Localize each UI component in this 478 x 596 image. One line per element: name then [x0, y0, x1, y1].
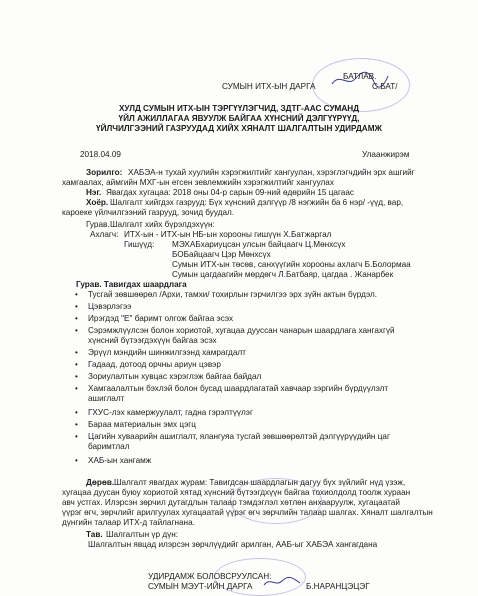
- bullet-7: •: [75, 372, 78, 381]
- section-six-text: Шалгалтын үр дүн:: [106, 530, 178, 539]
- bullet-5: •: [75, 348, 78, 357]
- requirements-heading: Гурав. Тавигдах шаардлага: [76, 280, 187, 289]
- requirement-item-cont: ашиглалт: [88, 394, 125, 403]
- section-one-label: Нэг.: [86, 188, 102, 197]
- bullet-10: •: [75, 420, 78, 429]
- bullet-1: •: [75, 290, 78, 299]
- section-six-label: Тав.: [86, 530, 103, 539]
- requirement-item: ХАБ-ын хангамж: [88, 456, 152, 465]
- footer-prepared-by: УДИРДАМЖ БОЛОВСРУУЛСАН:: [148, 572, 272, 581]
- bullet-12: •: [75, 456, 78, 465]
- approval-line: СУМЫН ИТХ-ЫН ДАРГА: [222, 82, 316, 91]
- requirement-item-cont: баримтлал: [88, 442, 130, 451]
- requirement-item: Бараа материалын эмх цэгц: [88, 420, 196, 429]
- section-one-text: Явагдах хугацаа: 2018 оны 04-р сарын 09-ний өдөрийн 15 цагаас: [106, 188, 354, 197]
- heading-line-3: ҮЙЛЧИЛГЭЭНИЙ ГАЗРУУДАД ХИЙХ ХЯНАЛТ ШАЛГАЛТЫН УДИРДАМЖ: [96, 124, 382, 133]
- section-three-label: Гурав.: [86, 220, 110, 229]
- committee-lead-label: Ахлагч:: [90, 230, 119, 239]
- bullet-2: •: [75, 302, 78, 311]
- heading-line-1: ХУЛД СУМЫН ИТХ-ЫН ТЭРГҮҮЛЭГЧИД, ЗДТГ-ААС СУМАНД: [118, 104, 360, 113]
- requirement-item: Тусгай зөвшөөрөл /Архи, тамхи/ тохирлын гэрчилгээ эрх зүйн актын бүрдэл.: [88, 290, 378, 299]
- footer-name: Б.НАРАНЦЭЦЭГ: [306, 582, 370, 591]
- requirement-item: Хамгаалалтын бэхлэй болон бусад шаардлагатай хавчаар зэргийн бүрдүүлэлт: [88, 384, 389, 393]
- document-place: Улаанжирэм: [362, 150, 410, 159]
- approval-title: БАТЛАВ.: [343, 72, 377, 81]
- requirement-item: Ирэгдэд "Е" баримт олгож байгаа эсэх: [88, 314, 234, 323]
- footer-position: СУМЫН МЭУТ-ИЙН ДАРГА: [148, 582, 253, 591]
- section-six-result: Шалгалтын явцад илэрсэн зөрчлүүдийг арилган, ААБ-ыг ХАБЭА хангагдана: [88, 540, 378, 549]
- requirement-item: Цагийн хуваарийн ашиглалт, ялангуяа тусгай зөвшөөрөлтэй дэлгүүрүүдийн цаг: [88, 432, 390, 441]
- committee-member-1: МЭХАБхариуцсан улсын байцаагч Ц.Мөнхсүх: [172, 240, 346, 249]
- section-three-text: Шалгалт хийх бүрэлдэхүүн:: [110, 220, 215, 229]
- bullet-6: •: [75, 360, 78, 369]
- approval-signer: С.БАТ/: [372, 82, 398, 91]
- committee-members-label: Гишүүд:: [124, 240, 155, 249]
- purpose-label: Зорилго:: [86, 168, 123, 177]
- requirement-item: Эрүүл мэндийн шинжилгээнд хамрагдалт: [88, 348, 246, 357]
- section-two-line-1: Шалгалт хийгдэх газрууд: Бүх хүнсний дэлгүүр /8 нэгжийн ба 6 нэр/ -үүд, вар,: [110, 198, 404, 207]
- heading-line-2: ҮЙЛ АЖИЛЛАГАА ЯВУУЛЖ БАЙГАА ХҮНСНИЙ ДЭЛГҮҮРҮҮД,: [118, 114, 360, 123]
- section-five-line-2: хугацаа дуусан буюу хориотой хятад хүнсний бүтээгдхүүн байгаа тохиолдолд тоолж хураан: [62, 488, 411, 497]
- requirement-item: ГХУС-лэх камержуулалт, гадна гэрэлтүүлэг: [88, 408, 253, 417]
- committee-member-4: Сумын цагдаагийн мөрдөгч Л.Батбаяр, цагдаа . Жанарбек: [172, 270, 394, 279]
- bullet-8: •: [75, 384, 78, 393]
- section-two-line-2: кароеке үйлчилгээний газрууд, зочид буудал.: [62, 208, 235, 217]
- document-date: 2018.04.09: [80, 150, 121, 159]
- purpose-line-1: ХАБЭА-н тухай хуулийн хэрэгжилтийг хангуулан, хэрэглэгчдийн эрх ашгийг: [128, 168, 415, 177]
- section-five-line-3: авч устгах. Илэрсэн зөрчил дутагдлын талаар тэмдэглэл хөтлөн анхааруулж, хугацаатай: [62, 498, 400, 507]
- requirement-item-cont: хүнсний бүтээгдэхүүн байгаа эсэх: [88, 336, 217, 345]
- requirement-item: Гадаад, дотоод орчны ариун цэвэр: [88, 360, 221, 369]
- committee-lead-value: ИТХ-ын - ИТХ-ын НБ-ын хорооны гишүүн Х.Батжаргал: [124, 230, 332, 239]
- bullet-3: •: [75, 314, 78, 323]
- requirement-item: Сэрэмжлүүлсэн болон хориотой, хугацаа дууссан чанарын шаардлага хангахгүй: [88, 326, 395, 335]
- section-five-line-4: үүрэг өгч, зөрчлийг арилгуулах хугацаатай үүрэг өгч зөрчлийн талаар шалгах. Хяналт шалгалтын: [62, 508, 433, 517]
- section-five-line-1: Шалгалт явагдах журам: Тавигдсан шаардлагын дагуу бүх зүйлийг нүд үзэж,: [114, 478, 406, 487]
- committee-member-2: БОБайцаагч Цэр Мөнхсүх: [172, 250, 271, 259]
- requirement-item: Зориулалтын хувцас хэрэглэж байгаа байдал: [88, 372, 262, 381]
- section-two-label: Хоёр.: [86, 198, 109, 207]
- committee-member-3: Сумын ИТХ-ын төсөв, санхүүгийн хорооны ахлагч Б.Болормаа: [172, 260, 411, 269]
- section-five-line-5: дүнгийн талаар ИТХ-д тайлагнана.: [62, 518, 195, 527]
- section-five-label: Дөрөв.: [86, 478, 115, 487]
- bullet-4: •: [75, 326, 78, 335]
- bullet-9: •: [75, 408, 78, 417]
- purpose-line-2: хамгаалах, аймгийн МХГ-ын егсен зевлемжийн хэрэгжилтийг хангуулах: [62, 178, 334, 187]
- requirement-item: Цэвэрлэгээ: [88, 302, 132, 311]
- bullet-11: •: [75, 432, 78, 441]
